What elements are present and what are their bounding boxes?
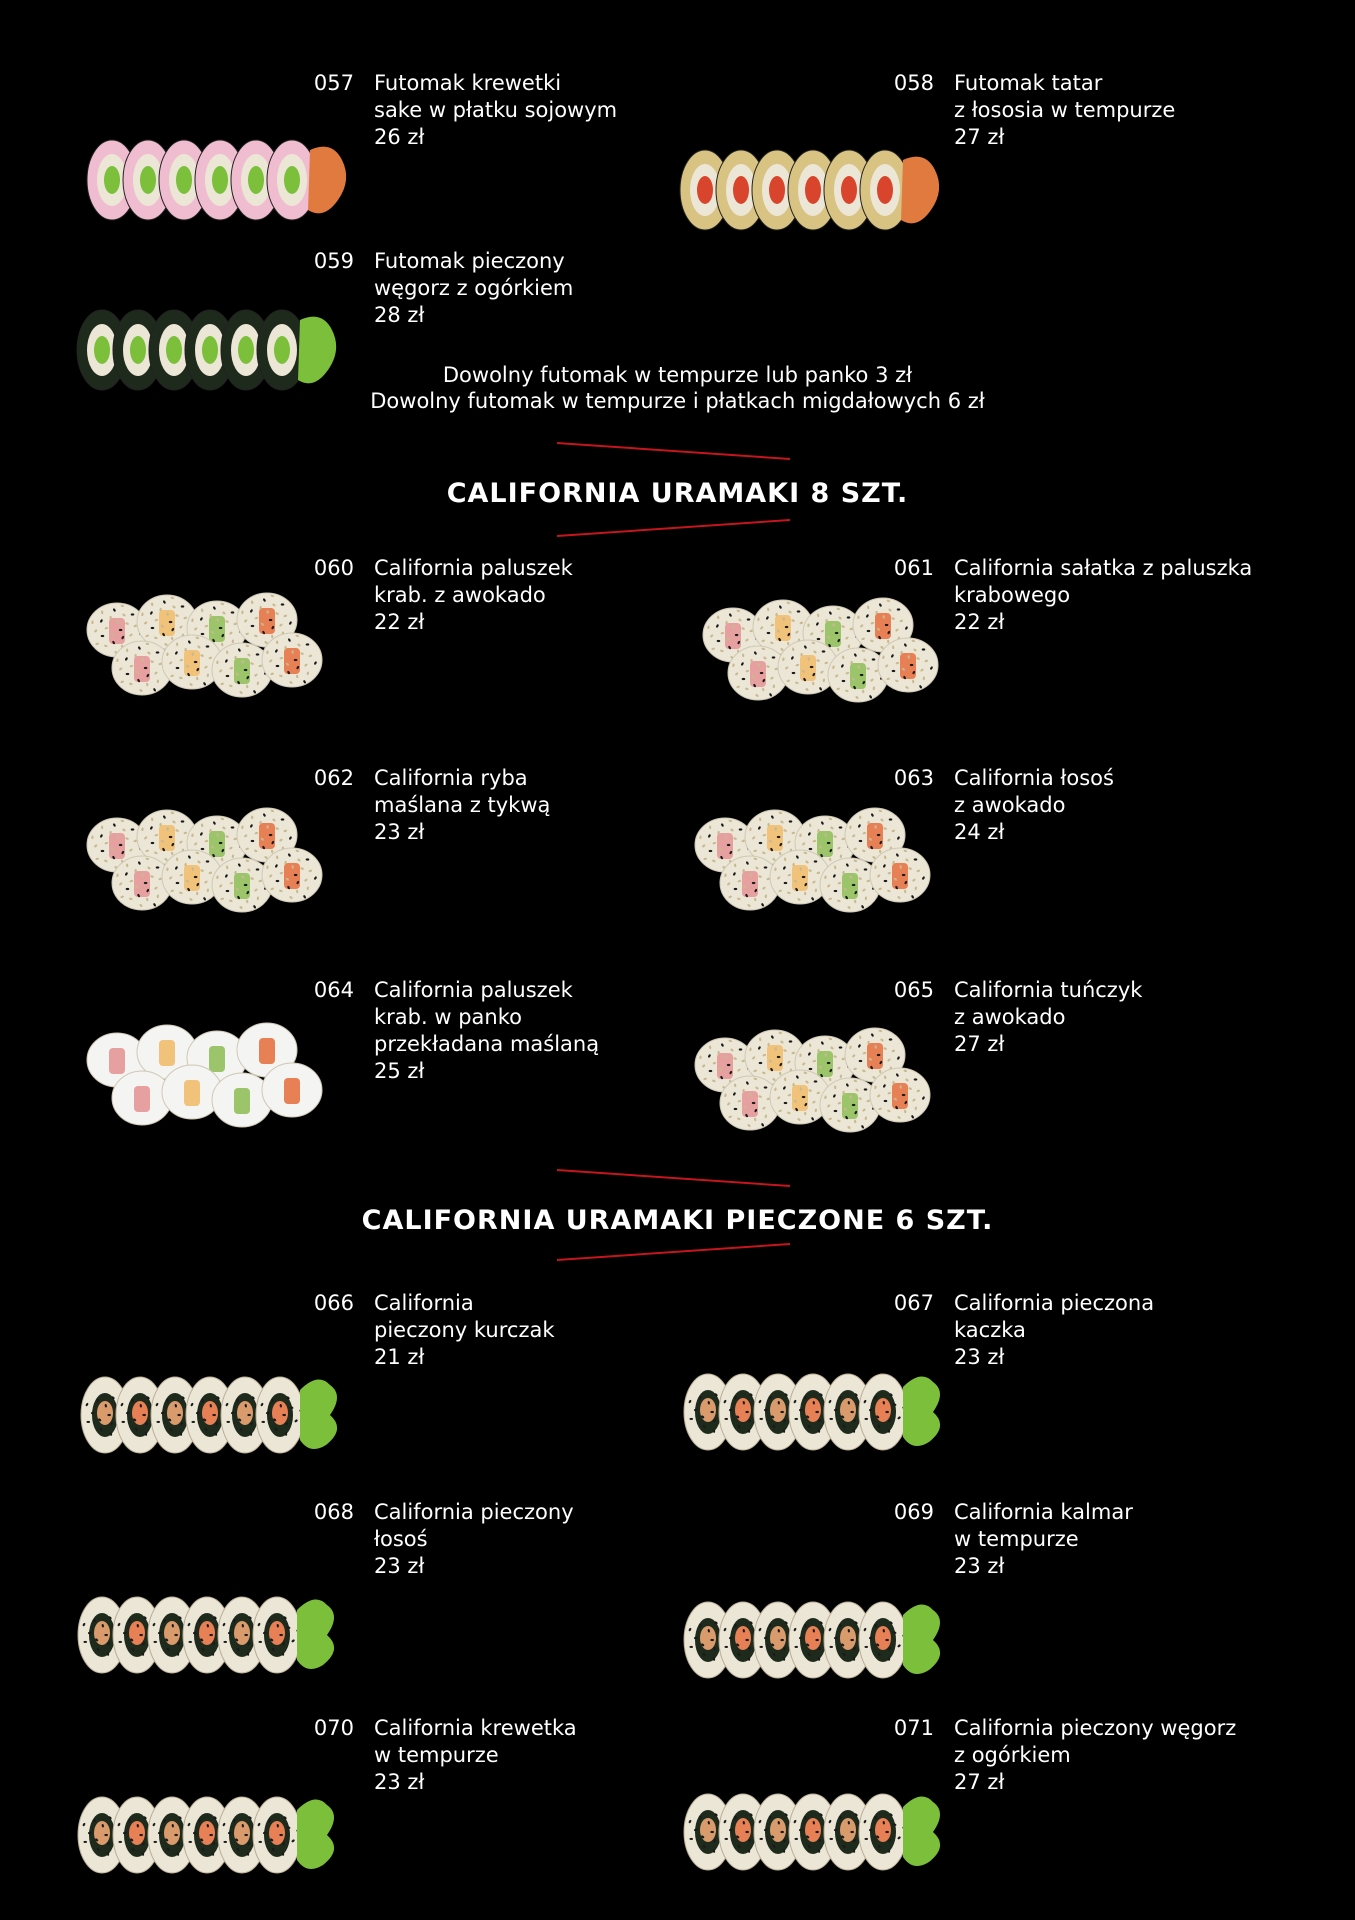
- item-description: [374, 248, 573, 329]
- menu-item: [893, 1290, 1155, 1371]
- item-name-line: z awokado: [954, 793, 1066, 817]
- item-description: [374, 70, 617, 151]
- item-price: 24 zł: [954, 820, 1005, 844]
- item-price: 27 zł: [954, 1032, 1005, 1056]
- item-number: 071: [893, 1716, 934, 1740]
- item-name-line: California krewetka: [374, 1716, 577, 1740]
- item-number: 070: [313, 1716, 354, 1740]
- item-number: 064: [313, 978, 354, 1002]
- uramaki-piece: [820, 1078, 880, 1132]
- sushi-roll-icon: [72, 1575, 342, 1695]
- item-name-line: maślana z tykwą: [374, 793, 551, 817]
- item-name-line: z awokado: [954, 1005, 1066, 1029]
- roll-slice: [253, 1797, 301, 1873]
- sushi-roll-icon: [72, 1020, 342, 1140]
- item-price: 23 zł: [954, 1345, 1005, 1369]
- red-accent-line: [557, 518, 797, 538]
- item-number: 067: [893, 1291, 934, 1315]
- red-accent-line: [557, 1168, 797, 1188]
- note-1: Dowolny futomak w tempurze lub panko 3 zł: [442, 363, 913, 387]
- menu-item: [313, 248, 574, 329]
- lettuce-garnish: [297, 1600, 334, 1669]
- sushi-roll-icon: [678, 1580, 948, 1700]
- item-name-line: California łosoś: [954, 766, 1114, 790]
- menu-item: [893, 1499, 1133, 1580]
- item-name-line: krabowego: [954, 583, 1071, 607]
- item-name-line: California paluszek: [374, 978, 573, 1002]
- sushi-roll-icon: [678, 1352, 948, 1472]
- uramaki-piece: [212, 1073, 272, 1127]
- menu-item: [893, 1715, 1237, 1796]
- item-name-line: California kalmar: [954, 1500, 1133, 1524]
- item-name-line: California pieczony: [374, 1500, 574, 1524]
- item-price: 23 zł: [374, 1554, 425, 1578]
- menu-item: [313, 1290, 555, 1371]
- item-description: [954, 765, 1114, 846]
- red-accent-line: [557, 441, 797, 461]
- item-number: 068: [313, 1500, 354, 1524]
- item-number: 062: [313, 766, 354, 790]
- item-number: 065: [893, 978, 934, 1002]
- item-description: [954, 1715, 1236, 1796]
- sushi-roll-icon: [675, 130, 945, 250]
- menu-item: [893, 765, 1114, 846]
- item-description: [954, 1290, 1154, 1371]
- uramaki-piece: [212, 643, 272, 697]
- sushi-roll-icon: [680, 805, 950, 925]
- item-number: 059: [313, 249, 354, 273]
- uramaki-piece: [828, 648, 888, 702]
- item-price: 27 zł: [954, 125, 1005, 149]
- item-name-line: California tuńczyk: [954, 978, 1143, 1002]
- item-description: [374, 765, 550, 846]
- roll-slice: [256, 1377, 304, 1453]
- item-price: 23 zł: [374, 1770, 425, 1794]
- menu-item: [313, 977, 600, 1085]
- item-description: [374, 555, 573, 636]
- item-price: 25 zł: [374, 1059, 425, 1083]
- uramaki-piece: [878, 638, 938, 692]
- menu-item: [893, 977, 1143, 1058]
- item-name-line: Futomak krewetki: [374, 71, 562, 95]
- item-name-line: krab. w panko: [374, 1005, 522, 1029]
- item-name-line: California ryba: [374, 766, 528, 790]
- item-number: 060: [313, 556, 354, 580]
- sushi-roll-icon: [72, 590, 342, 710]
- roll-slice: [859, 1794, 907, 1870]
- item-price: 23 zł: [374, 820, 425, 844]
- uramaki-piece: [870, 1068, 930, 1122]
- filling-end: [308, 147, 346, 214]
- uramaki-piece: [870, 848, 930, 902]
- item-name-line: w tempurze: [954, 1527, 1079, 1551]
- lettuce-garnish: [297, 1800, 334, 1869]
- item-description: [954, 1499, 1133, 1580]
- sushi-roll-icon: [72, 1775, 342, 1895]
- menu-item: [313, 70, 618, 151]
- item-name-line: Futomak tatar: [954, 71, 1103, 95]
- item-name-line: Futomak pieczony: [374, 249, 565, 273]
- item-description: [954, 555, 1252, 636]
- note-2: Dowolny futomak w tempurze i płatkach migdałowych 6 zł: [370, 389, 985, 413]
- item-description: [954, 70, 1175, 151]
- uramaki-piece: [212, 858, 272, 912]
- item-price: 27 zł: [954, 1770, 1005, 1794]
- roll-slice: [859, 1374, 907, 1450]
- lettuce-garnish: [903, 1797, 940, 1866]
- item-name-line: kaczka: [954, 1318, 1026, 1342]
- item-name-line: z łososia w tempurze: [954, 98, 1176, 122]
- item-description: [374, 1290, 555, 1371]
- sushi-roll-icon: [82, 120, 352, 240]
- sushi-roll-icon: [678, 1772, 948, 1892]
- item-name-line: przekładana maślaną: [374, 1032, 600, 1056]
- roll-slice: [253, 1597, 301, 1673]
- red-accent-line: [557, 1242, 797, 1262]
- uramaki-piece: [820, 858, 880, 912]
- item-price: 28 zł: [374, 303, 425, 327]
- menu-item: [893, 70, 1176, 151]
- item-name-line: California pieczona: [954, 1291, 1155, 1315]
- section-title: CALIFORNIA URAMAKI PIECZONE 6 SZT.: [361, 1205, 994, 1236]
- roll-slice: [859, 1602, 907, 1678]
- item-name-line: krab. z awokado: [374, 583, 546, 607]
- item-name-line: łosoś: [374, 1527, 428, 1551]
- item-name-line: w tempurze: [374, 1743, 499, 1767]
- item-description: [954, 977, 1142, 1058]
- menu-item: [893, 555, 1253, 636]
- lettuce-garnish: [300, 1380, 337, 1449]
- item-price: 22 zł: [374, 610, 425, 634]
- uramaki-piece: [262, 1063, 322, 1117]
- lettuce-garnish: [903, 1377, 940, 1446]
- lettuce-garnish: [903, 1605, 940, 1674]
- item-number: 069: [893, 1500, 934, 1524]
- menu-item: [313, 555, 573, 636]
- menu-item: [313, 765, 551, 846]
- item-number: 063: [893, 766, 934, 790]
- item-name-line: California pieczony węgorz: [954, 1716, 1237, 1740]
- item-number: 058: [893, 71, 934, 95]
- item-number: 057: [313, 71, 354, 95]
- sushi-roll-icon: [688, 595, 958, 715]
- menu-item: [313, 1499, 574, 1580]
- section-title: CALIFORNIA URAMAKI 8 SZT.: [446, 478, 909, 509]
- filling-end: [901, 157, 939, 224]
- item-number: 066: [313, 1291, 354, 1315]
- item-number: 061: [893, 556, 934, 580]
- item-description: [374, 1499, 574, 1580]
- item-name-line: sake w płatku sojowym: [374, 98, 618, 122]
- item-name-line: California: [374, 1291, 474, 1315]
- item-name-line: California paluszek: [374, 556, 573, 580]
- item-name-line: California sałatka z paluszka: [954, 556, 1253, 580]
- item-name-line: z ogórkiem: [954, 1743, 1071, 1767]
- item-price: 22 zł: [954, 610, 1005, 634]
- menu-item: [313, 1715, 577, 1796]
- item-price: 21 zł: [374, 1345, 425, 1369]
- sushi-roll-icon: [75, 1355, 345, 1475]
- item-description: [374, 977, 599, 1085]
- item-price: 23 zł: [954, 1554, 1005, 1578]
- item-name-line: pieczony kurczak: [374, 1318, 555, 1342]
- item-name-line: węgorz z ogórkiem: [374, 276, 574, 300]
- sushi-roll-icon: [72, 805, 342, 925]
- uramaki-piece: [262, 633, 322, 687]
- item-price: 26 zł: [374, 125, 425, 149]
- sushi-roll-icon: [680, 1025, 950, 1145]
- uramaki-piece: [262, 848, 322, 902]
- item-description: [374, 1715, 577, 1796]
